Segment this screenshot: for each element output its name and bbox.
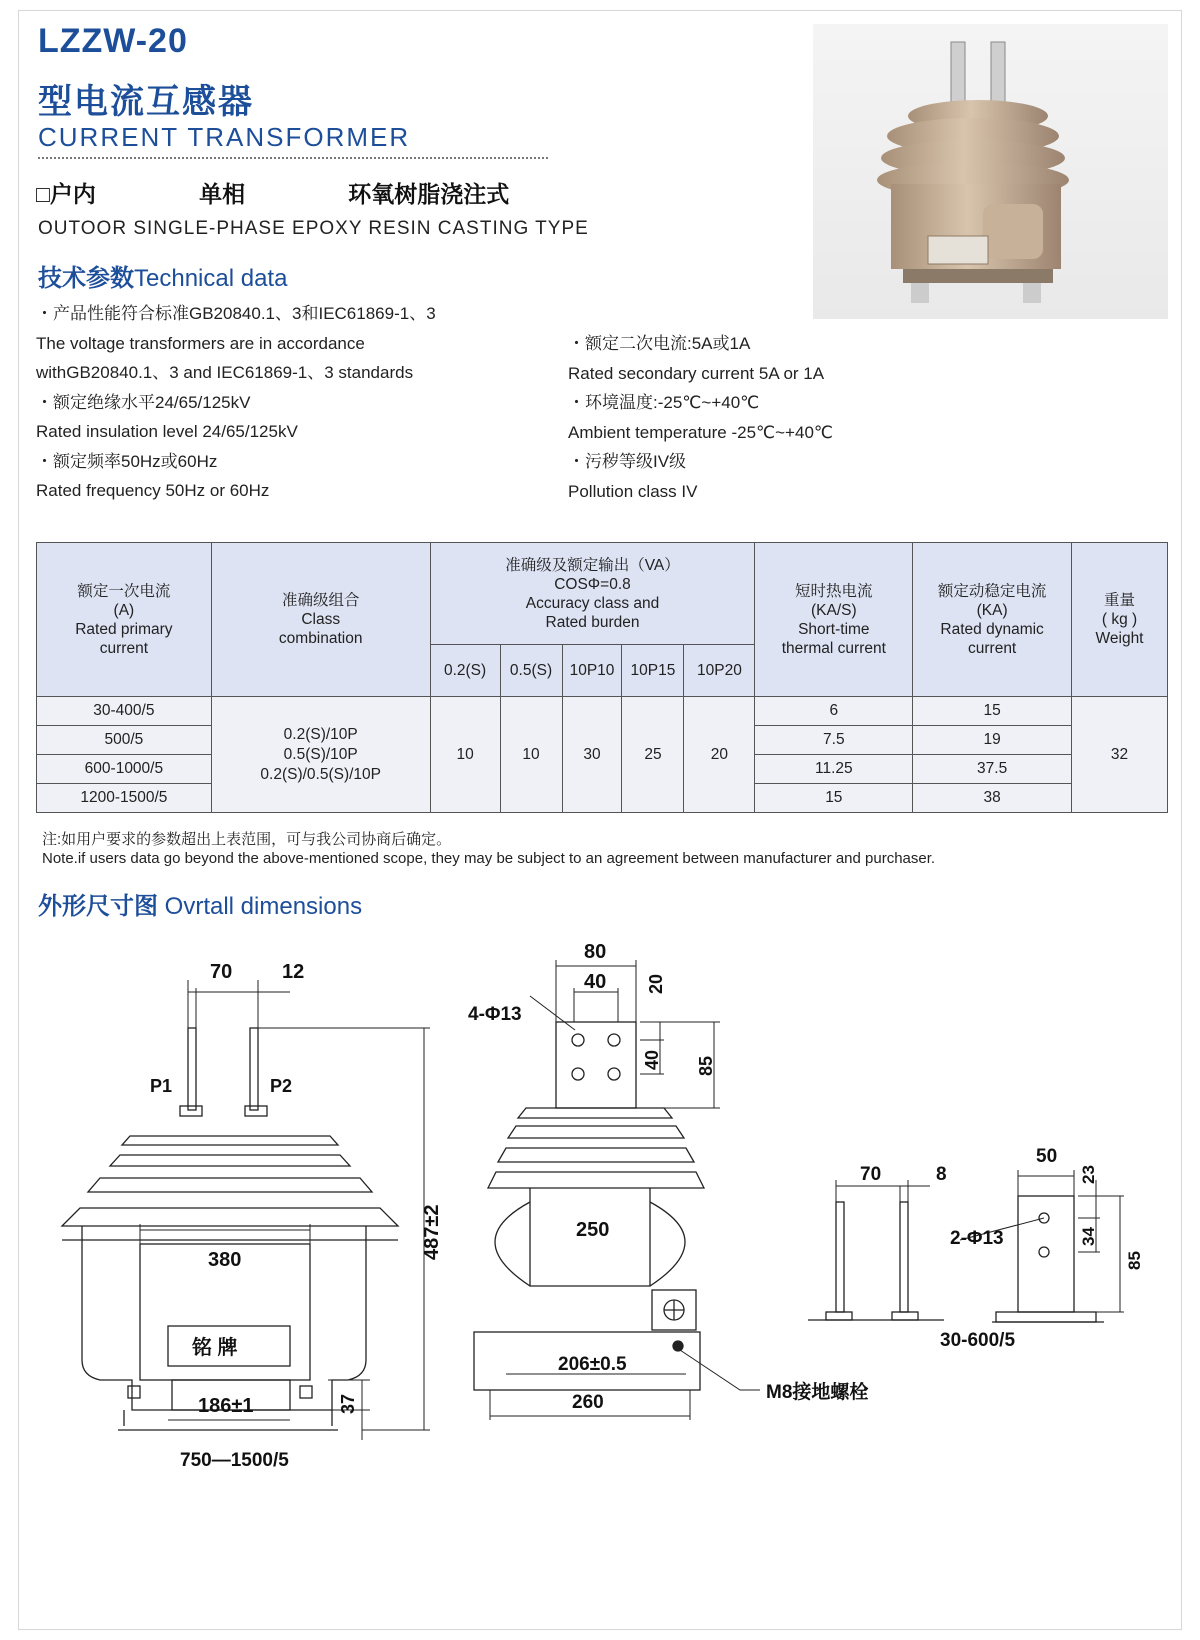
dimensions-heading: [38, 886, 362, 921]
spec-line: ・污秽等级IV级: [568, 452, 687, 471]
side-holes: 4-Φ13: [468, 1004, 522, 1025]
product-title-en: CURRENT TRANSFORMER: [38, 122, 411, 152]
cell-burden: 25: [622, 697, 684, 813]
small-caption: 30-600/5: [940, 1330, 1016, 1351]
header-accuracy-burden: 准确级及额定输出（VA） COSΦ=0.8 Accuracy class and Rated burden: [430, 543, 755, 645]
front-nameplate: 铭 牌: [192, 1337, 238, 1359]
dimension-drawings: [0, 940, 1200, 1580]
spec-line: Ambient temperature -25℃~+40℃: [568, 422, 833, 442]
front-view: [62, 1028, 398, 1430]
small-holes: 2-Φ13: [950, 1228, 1004, 1249]
cell-short-time: 11.25: [755, 755, 913, 784]
cell-dynamic: 19: [913, 726, 1072, 755]
spec-line: ・环境温度:-25℃~+40℃: [568, 393, 760, 412]
front-dim-37: 37: [338, 1393, 358, 1414]
spec-line: Rated secondary current 5A or 1A: [568, 363, 825, 383]
cell-burden: 20: [684, 697, 755, 813]
side-dim-40: 40: [584, 971, 607, 993]
technical-heading-en: Technical data: [134, 265, 288, 292]
spec-line: Rated frequency 50Hz or 60Hz: [36, 481, 270, 500]
spec-line: Rated insulation level 24/65/125kV: [36, 422, 298, 441]
cell-short-time: 15: [755, 784, 913, 813]
cell-primary: 600-1000/5: [37, 755, 212, 784]
header-class-combination: 准确级组合 Class combination: [211, 543, 430, 697]
cell-short-time: 7.5: [755, 726, 913, 755]
front-height: 487±2: [421, 1204, 443, 1260]
side-dim-260: 260: [572, 1392, 604, 1413]
small-dim-50: 50: [1036, 1146, 1058, 1167]
side-dim-20: 20: [646, 973, 666, 994]
spec-line: ・额定频率50Hz或60Hz: [36, 451, 218, 471]
product-type-zh: □户内 单相 环氧树脂浇注式: [36, 181, 510, 207]
spec-line: withGB20840.1、3 and IEC61869-1、3 standards: [36, 363, 414, 382]
side-ground-bolt: M8接地螺栓: [766, 1382, 869, 1403]
front-p2: P2: [270, 1076, 293, 1096]
small-view: [808, 1196, 1104, 1322]
small-dim-70: 70: [860, 1164, 882, 1185]
small-dim-23: 23: [1079, 1165, 1098, 1184]
front-p1: P1: [150, 1076, 173, 1096]
header-dynamic-current: 额定动稳定电流 (KA) Rated dynamic current: [913, 543, 1072, 697]
cell-primary: 500/5: [37, 726, 212, 755]
technical-heading-zh: 技术参数: [38, 265, 134, 292]
header-weight: 重量 ( kg ) Weight: [1072, 543, 1168, 697]
product-type-en: OUTOOR SINGLE-PHASE EPOXY RESIN CASTING TYPE: [38, 218, 589, 239]
dotted-divider: [38, 157, 548, 159]
cell-dynamic: 37.5: [913, 755, 1072, 784]
subheader-accuracy: 10P20: [684, 645, 755, 697]
small-dim-8: 8: [936, 1164, 947, 1185]
product-title-zh: 型电流互感器: [38, 83, 254, 121]
cell-burden: 30: [562, 697, 622, 813]
front-dim-380: 380: [208, 1249, 242, 1271]
technical-heading: [38, 258, 287, 293]
product-photo: [813, 24, 1168, 319]
small-dim-34: 34: [1079, 1227, 1098, 1246]
note-en: Note.if users data go beyond the above-mentioned scope, they may be subject to an agreement between manufacturer and purchaser.: [42, 850, 936, 867]
cell-burden: 10: [500, 697, 562, 813]
front-dim-12: 12: [282, 961, 305, 983]
spec-line: Pollution class IV: [568, 481, 698, 501]
subheader-accuracy: 10P10: [562, 645, 622, 697]
note-zh: 注:如用户要求的参数超出上表范围，可与我公司协商后确定。: [42, 831, 452, 848]
table-row: [37, 697, 1168, 726]
front-caption: 750—1500/5: [180, 1450, 289, 1471]
subheader-accuracy: 10P15: [622, 645, 684, 697]
subheader-accuracy: 0.2(S): [430, 645, 500, 697]
side-dim-40v: 40: [642, 1049, 662, 1070]
cell-dynamic: 38: [913, 784, 1072, 813]
subheader-accuracy: 0.5(S): [500, 645, 562, 697]
cell-burden: 10: [430, 697, 500, 813]
model-number: LZZW-20: [38, 22, 188, 60]
side-dim-80: 80: [584, 941, 607, 963]
side-dim-250: 250: [576, 1219, 610, 1241]
front-dim-70: 70: [210, 961, 233, 983]
cell-dynamic: 15: [913, 697, 1072, 726]
small-dim-85: 85: [1125, 1251, 1144, 1270]
spec-line: The voltage transformers are in accordance: [36, 333, 365, 353]
side-dim-85: 85: [696, 1055, 716, 1076]
spec-table: [36, 542, 1168, 813]
spec-line: ・额定二次电流:5A或1A: [568, 334, 751, 353]
cell-short-time: 6: [755, 697, 913, 726]
spec-list-right: [568, 329, 833, 506]
cell-class-combination: 0.2(S)/10P 0.5(S)/10P 0.2(S)/0.5(S)/10P: [211, 697, 430, 813]
spec-line: ・额定绝缘水平24/65/125kV: [36, 392, 251, 412]
spec-list-left: [36, 299, 436, 506]
front-dim-186: 186±1: [198, 1395, 254, 1417]
header-short-time-current: 短时热电流 (KA/S) Short-time thermal current: [755, 543, 913, 697]
dimensions-heading-en: Ovrtall dimensions: [164, 893, 363, 920]
side-view: [474, 1022, 704, 1390]
header-primary-current: 额定一次电流 (A) Rated primary current: [37, 543, 212, 697]
dimensions-heading-zh: 外形尺寸图: [38, 893, 158, 920]
side-dim-206: 206±0.5: [558, 1354, 627, 1375]
cell-primary: 30-400/5: [37, 697, 212, 726]
cell-weight: 32: [1072, 697, 1168, 813]
cell-primary: 1200-1500/5: [37, 784, 212, 813]
spec-line: ・产品性能符合标准GB20840.1、3和IEC61869-1、3: [36, 304, 436, 323]
